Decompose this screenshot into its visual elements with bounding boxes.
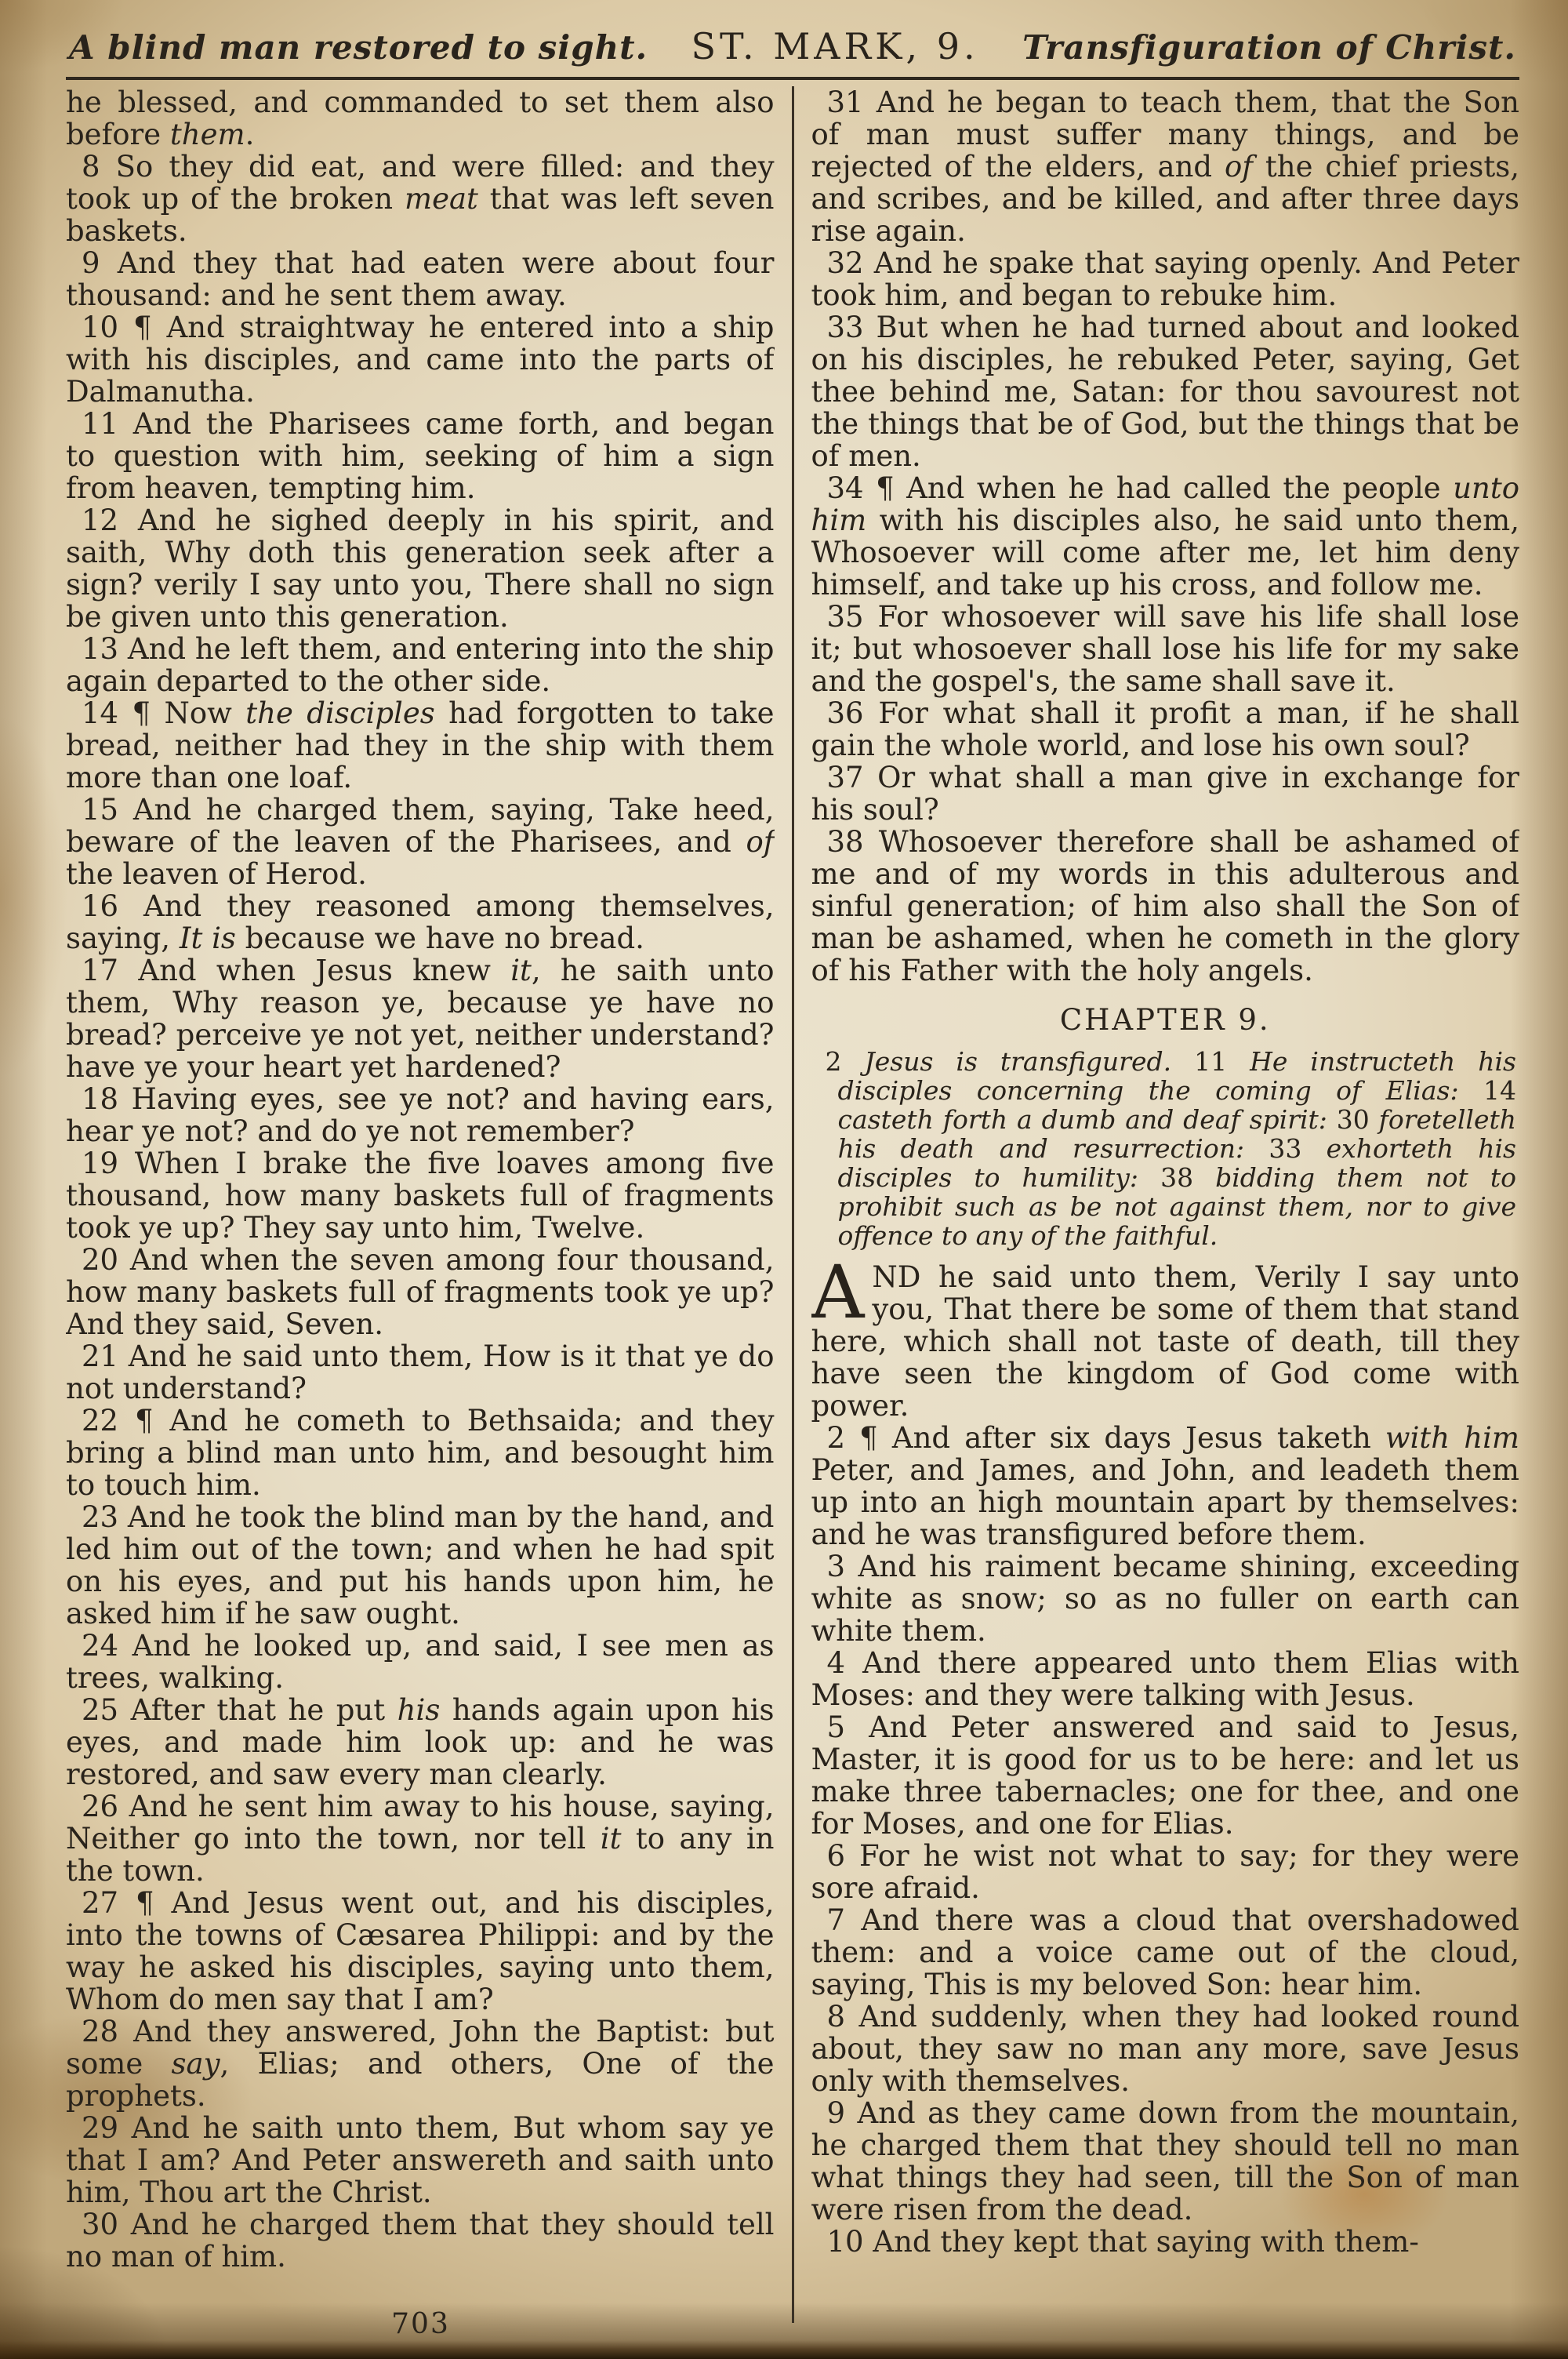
- verse-number: 27 ¶: [82, 1886, 154, 1920]
- verse-number: 10: [826, 2225, 864, 2259]
- italic-text: say: [171, 2047, 220, 2081]
- verse-22: 22 ¶ And he cometh to Bethsaida; and they bring a blind man unto him, and besought him to touch him.: [66, 1404, 775, 1502]
- verse-number: 18: [82, 1082, 119, 1116]
- dropcap-letter: A: [811, 1250, 865, 1336]
- verse-number: 17: [82, 954, 119, 987]
- italic-text: them: [169, 118, 245, 151]
- header-left-caption: A blind man restored to sight.: [69, 28, 648, 67]
- verse-25: 25 After that he put his hands again upon his eyes, and made him look up: and he was restored, and saw every man clearly.: [66, 1693, 775, 1791]
- verse-number: 25: [82, 1693, 119, 1727]
- verse-number: 8: [82, 150, 100, 184]
- verse-2: 2 ¶ And after six days Jesus taketh with him Peter, and James, and John, and leadeth them up into an high mountain apart by themselves: and he was transfigured before them.: [811, 1421, 1519, 1551]
- verse-14: 14 ¶ Now the disciples had forgotten to take bread, neither had they in the ship with them more than one loaf.: [66, 696, 775, 794]
- verse-number: 7: [826, 1903, 846, 1937]
- verse-number: 38: [826, 825, 864, 859]
- verse-24: 24 And he looked up, and said, I see men as trees, walking.: [66, 1629, 775, 1695]
- verse-number: 29: [82, 2111, 119, 2145]
- verse-number: 11: [82, 407, 119, 441]
- verse-number: 15: [82, 793, 119, 827]
- verse-33: 33 But when he had turned about and looked on his disciples, he rebuked Peter, saying, Get thee behind me, Satan: for thou savourest not the things that be of God, but the things that be of men.: [811, 311, 1519, 473]
- verse-8: 8 And suddenly, when they had looked round about, they saw no man any more, save Jesus only with themselves.: [811, 2000, 1519, 2098]
- italic-text: unto him: [811, 471, 1519, 537]
- verse-number: 23: [82, 1500, 119, 1534]
- chapter9-verses: [811, 1422, 1520, 2258]
- verse-number: 24: [82, 1629, 119, 1663]
- header-right-caption: Transfiguration of Christ.: [1022, 28, 1516, 67]
- verse-11: 11 And the Pharisees came forth, and began to question with him, seeking of him a sign from heaven, tempting him.: [66, 407, 775, 505]
- verse-number: 26: [82, 1790, 119, 1823]
- verse-number: 16: [82, 889, 119, 923]
- verse-26: 26 And he sent him away to his house, saying, Neither go into the town, nor tell it to any in the town.: [66, 1790, 775, 1888]
- verse-37: 37 Or what shall a man give in exchange for his soul?: [811, 761, 1519, 827]
- verse-number: 13: [82, 632, 119, 666]
- verse-number: 14 ¶: [82, 696, 151, 730]
- verse-12: 12 And he sighed deeply in his spirit, and saith, Why doth this generation seek after a sign? verily I say unto you, There shall no sign be given unto this generation.: [66, 503, 775, 634]
- verse-8: 8 So they did eat, and were filled: and they took up of the broken meat that was left seven baskets.: [66, 150, 775, 248]
- verse-number: 9: [82, 246, 100, 280]
- italic-text: meat: [405, 182, 478, 216]
- first-verse-text: ND he said unto them, Verily I say unto you, That there be some of them that stand here, which shall not taste of death, till they have seen the kingdom of God come with power.: [811, 1260, 1519, 1423]
- page-footer: [66, 2308, 775, 2340]
- verse-7: 7 And there was a cloud that overshadowed them: and a voice came out of the cloud, saying, This is my beloved Son: hear him.: [811, 1903, 1519, 2001]
- verse-18: 18 Having eyes, see ye not? and having ears, hear ye not? and do ye not remember?: [66, 1082, 775, 1148]
- verse-number: 9: [826, 2096, 846, 2130]
- verse-number: 4: [826, 1646, 846, 1680]
- verse-number: 22 ¶: [82, 1404, 154, 1438]
- verse-number: 19: [82, 1147, 119, 1180]
- right-column: [811, 86, 1520, 2323]
- verse-number: 3: [826, 1550, 846, 1583]
- verse-36: 36 For what shall it profit a man, if he shall gain the whole world, and lose his own soul?: [811, 696, 1519, 762]
- italic-text: with him: [1385, 1421, 1519, 1455]
- italic-text: it: [510, 954, 532, 987]
- verse-28: 28 And they answered, John the Baptist: but some say, Elias; and others, One of the prophets.: [66, 2015, 775, 2113]
- verse-34: 34 ¶ And when he had called the people unto him with his disciples also, he said unto them, Whosoever will come after me, let him deny himself, and take up his cross, and follow me.: [811, 471, 1519, 602]
- verse-23: 23 And he took the blind man by the hand, and led him out of the town; and when he had spit on his eyes, and put his hands upon him, he asked him if he saw ought.: [66, 1500, 775, 1630]
- verse-4: 4 And there appeared unto them Elias with Moses: and they were talking with Jesus.: [811, 1646, 1519, 1712]
- verse-number: 2 ¶: [826, 1421, 878, 1455]
- verse-number: 37: [826, 761, 864, 794]
- italic-text: bidding them not to prohibit such as be not against them, nor to give offence to any of the faithful.: [837, 1162, 1516, 1251]
- verse-number: 34 ¶: [826, 471, 895, 505]
- verse-30: 30 And he charged them that they should tell no man of him.: [66, 2208, 775, 2274]
- italic-text: of: [746, 825, 775, 859]
- verse-number: 31: [826, 86, 864, 119]
- verse-15: 15 And he charged them, saying, Take heed, beware of the leaven of the Pharisees, and of the leaven of Herod.: [66, 793, 775, 891]
- verse-13: 13 And he left them, and entering into the ship again departed to the other side.: [66, 632, 775, 698]
- header-book-title: ST. MARK, 9.: [691, 25, 979, 67]
- italic-text: exhorteth his disciples to humility:: [837, 1133, 1516, 1193]
- header-rule: [66, 77, 1519, 80]
- verse-35: 35 For whosoever will save his life shall lose it; but whosoever shall lose his life for my sake and the gospel's, the same shall save it.: [811, 600, 1519, 698]
- chapter-heading: CHAPTER 9.: [1059, 1003, 1271, 1037]
- verse-5: 5 And Peter answered and said to Jesus, Master, it is good for us to be here: and let us make three tabernacles; one for thee, and one for Moses, and one for Elias.: [811, 1710, 1519, 1841]
- verse-number: 35: [826, 600, 864, 634]
- verse-number: 12: [82, 503, 119, 537]
- verse-3: 3 And his raiment became shining, exceeding white as snow; so as no fuller on earth can white them.: [811, 1550, 1519, 1648]
- verse-number: 32: [826, 246, 864, 280]
- verse-19: 19 When I brake the five loaves among five thousand, how many baskets full of fragments took ye up? They say unto him, Twelve.: [66, 1147, 775, 1245]
- page-number: 703: [391, 2308, 450, 2340]
- verse-number: 20: [82, 1243, 119, 1277]
- italic-text: He instructeth his disciples concerning the coming of Elias:: [837, 1046, 1516, 1106]
- verse-20: 20 And when the seven among four thousand, how many baskets full of fragments took ye up? And they said, Seven.: [66, 1243, 775, 1341]
- verse-number: 10 ¶: [82, 311, 152, 344]
- italic-text: his: [397, 1693, 441, 1727]
- italic-text: Jesus is transfigured.: [864, 1046, 1172, 1077]
- verse-9: 9 And they that had eaten were about four thousand: and he sent them away.: [66, 246, 775, 312]
- italic-text: casteth forth a dumb and deaf spirit:: [837, 1104, 1327, 1135]
- verse-29: 29 And he saith unto them, But whom say ye that I am? And Peter answereth and saith unto him, Thou art the Christ.: [66, 2111, 775, 2209]
- verse-21: 21 And he said unto them, How is it that ye do not understand?: [66, 1339, 775, 1405]
- verse-27: 27 ¶ And Jesus went out, and his disciples, into the towns of Cæsarea Philippi: and by the way he asked his disciples, saying unto them, Whom do men say that I am?: [66, 1886, 775, 2016]
- page-header: [66, 20, 1519, 67]
- verse-number: 8: [826, 2000, 846, 2034]
- verse-number: 5: [826, 1710, 846, 1744]
- verse-number: 6: [826, 1839, 846, 1873]
- verse-31: 31 And he began to teach them, that the Son of man must suffer many things, and be rejected of the elders, and of the chief priests, and scribes, and be killed, and after three days rise again.: [811, 86, 1519, 248]
- verse-6: 6 For he wist not what to say; for they were sore afraid.: [811, 1839, 1519, 1905]
- italic-text: foretelleth his death and resurrection:: [837, 1104, 1516, 1164]
- verse-number: 33: [826, 311, 864, 344]
- verse-9: 9 And as they came down from the mountain, he charged them that they should tell no man what things they had seen, till the Son of man were risen from the dead.: [811, 2096, 1519, 2226]
- verse-10: 10 ¶ And straightway he entered into a ship with his disciples, and came into the parts of Dalmanutha.: [66, 311, 775, 409]
- verse-number: 21: [82, 1339, 119, 1373]
- italic-text: of: [1225, 150, 1254, 184]
- verse-17: 17 And when Jesus knew it, he saith unto them, Why reason ye, because ye have no bread? perceive ye not yet, neither understand? have ye your heart yet hardened?: [66, 954, 775, 1084]
- column-divider: [792, 86, 794, 2323]
- verse-38: 38 Whosoever therefore shall be ashamed of me and of my words in this adulterous and sinful generation; of him also shall the Son of man be ashamed, when he cometh in the glory of his Father with the holy angels.: [811, 825, 1519, 987]
- italic-text: the disciples: [245, 696, 435, 730]
- verse-number: 30: [82, 2208, 119, 2241]
- verse-16: 16 And they reasoned among themselves, saying, It is because we have no bread.: [66, 889, 775, 955]
- verse-1: [811, 1250, 1520, 1423]
- left-column: [66, 86, 775, 2323]
- italic-text: It is: [179, 921, 236, 955]
- verse-32: 32 And he spake that saying openly. And Peter took him, and began to rebuke him.: [811, 246, 1519, 312]
- verse-10: 10 And they kept that saying with them-: [826, 2225, 1419, 2259]
- text-columns: [66, 86, 1519, 2323]
- verse-number: 36: [826, 696, 864, 730]
- verse-number: 28: [82, 2015, 119, 2048]
- italic-text: it: [600, 1822, 622, 1856]
- chapter8-verses: [811, 86, 1520, 987]
- verse-continuation: he blessed, and commanded to set them also before them.: [66, 86, 775, 151]
- chapter-summary: 2 Jesus is transfigured. 11 He instructeth his disciples concerning the coming of Elias: 14 casteth forth a dumb and deaf spirit: 30 foretelleth his death and resurrection: 33 exhorteth his disciples to humility: 38 bidding them not to prohibit such as be not against them, nor to give offence to any of the faithful.: [825, 1046, 1516, 1251]
